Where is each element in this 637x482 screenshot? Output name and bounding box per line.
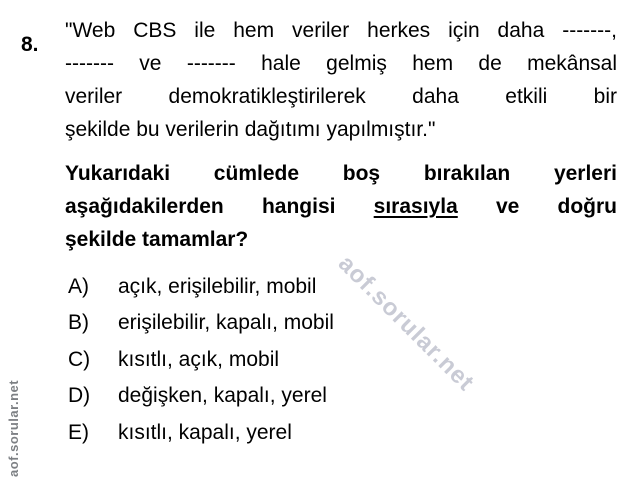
watermark-diagonal: aof.sorular.net	[332, 250, 480, 397]
options-list	[68, 269, 617, 451]
option-letter: B)	[68, 311, 89, 335]
prompt-line2-post: ve doğru	[457, 195, 618, 218]
prompt-underlined-word: sırasıyla	[373, 195, 458, 218]
option-row-c	[68, 342, 617, 378]
statement-line: şekilde bu verilerin dağıtımı yapılmıştır."	[65, 118, 436, 141]
option-letter: A)	[68, 275, 89, 298]
exam-question-page	[0, 14, 637, 482]
option-row-b	[68, 305, 617, 341]
prompt-line: Yukarıdaki cümlede boş bırakılan yerleri	[65, 162, 617, 185]
option-text: erişilebilir, kapalı, mobil	[118, 311, 334, 335]
watermark-side: aof.sorular.net	[6, 379, 21, 477]
option-text: açık, erişilebilir, mobil	[118, 275, 317, 298]
statement-line: "Web CBS ile hem veriler herkes için daha -------,	[65, 19, 617, 42]
option-row-e	[68, 415, 617, 451]
option-letter: D)	[68, 384, 91, 408]
statement-line: ------- ve ------- hale gelmiş hem de mekânsal	[65, 52, 617, 75]
prompt-line: şekilde tamamlar?	[65, 228, 249, 251]
option-letter: E)	[68, 420, 89, 444]
question-prompt	[65, 157, 617, 256]
prompt-line2-pre: aşağıdakilerden hangisi	[65, 195, 374, 218]
option-text: kısıtlı, kapalı, yerel	[118, 420, 292, 444]
option-row-d	[68, 378, 617, 414]
prompt-line	[65, 190, 617, 223]
option-text: kısıtlı, açık, mobil	[118, 347, 280, 371]
question-number: 8.	[21, 33, 39, 56]
statement-line: veriler demokratikleştirilerek daha etkili bir	[65, 85, 617, 108]
option-text: değişken, kapalı, yerel	[118, 384, 327, 408]
option-letter: C)	[68, 347, 91, 371]
question-statement	[65, 14, 617, 146]
